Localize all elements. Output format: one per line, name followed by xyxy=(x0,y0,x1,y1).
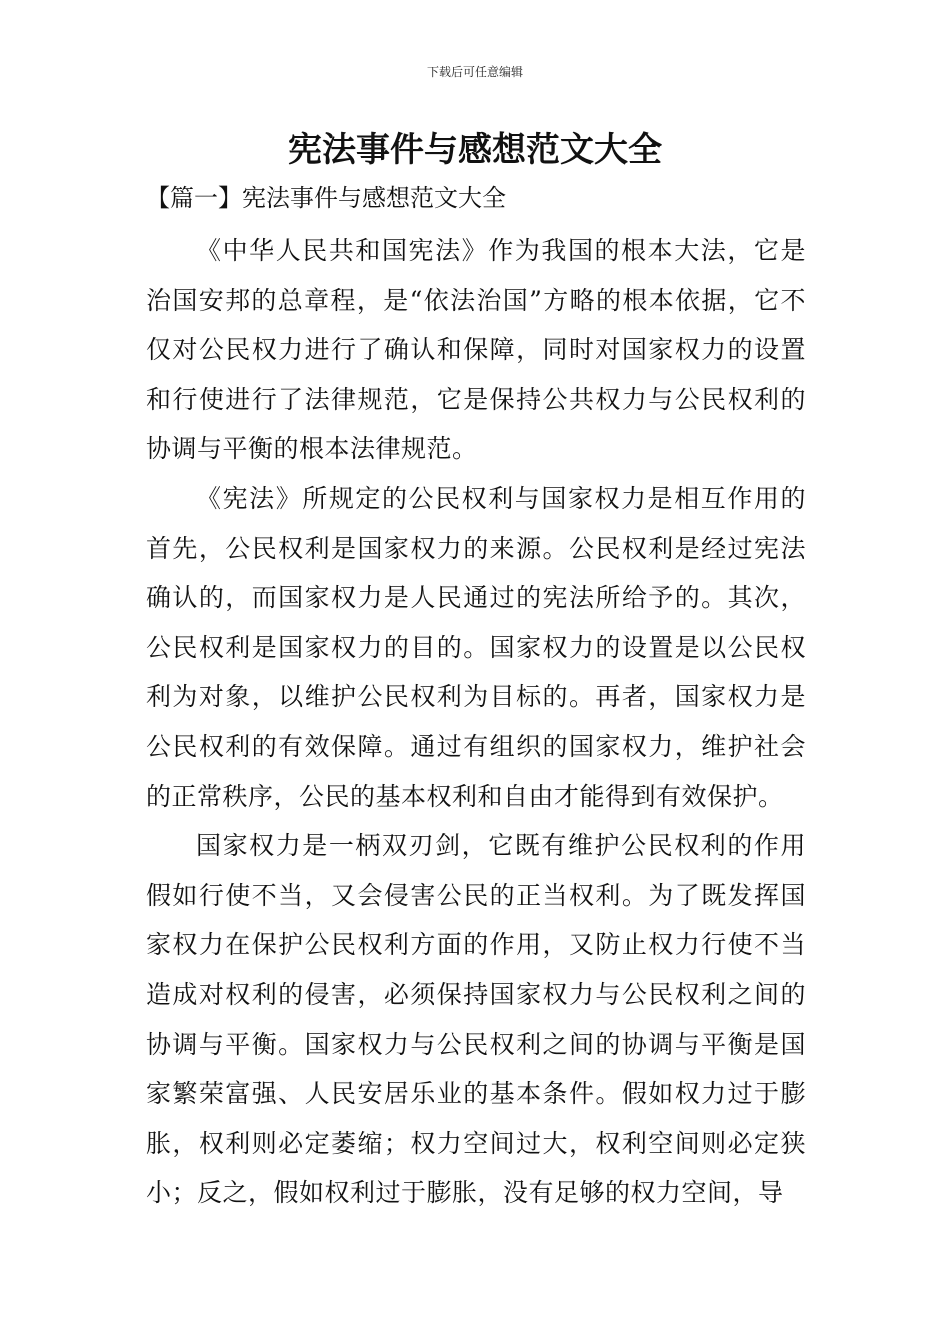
document-title: 宪法事件与感想范文大全 xyxy=(288,130,662,170)
section-heading: 【篇一】宪法事件与感想范文大全 xyxy=(146,184,506,212)
header-note: 下载后可任意编辑 xyxy=(426,65,523,79)
document-body xyxy=(146,226,806,1218)
body-paragraph-3: 国家权力是一柄双刃剑，它既有维护公民权利的作用假如行使不当，又会侵害公民的正当权利。为了既发挥国家权力在保护公民权利方面的作用，又防止权力行使不当造成对权利的侵害，必须保持国家权力与公民权利之间的协调与平衡。国家权力与公民权利之间的协调与平衡是国家繁荣富强、人民安居乐业的基本条件。假如权力过于膨胀，权利则必定萎缩；权力空间过大，权利空间则必定狭小；反之，假如权利过于膨胀，没有足够的权力空间，导 xyxy=(146,831,806,1208)
body-paragraph-1: 《中华人民共和国宪法》作为我国的根本大法，它是治国安邦的总章程，是“依法治国”方略的根本依据，它不仅对公民权力进行了确认和保障，同时对国家权力的设置和行使进行了法律规范，它是保持公共权力与公民权利的协调与平衡的根本法律规范。 xyxy=(146,236,806,464)
body-paragraph-2: 《宪法》所规定的公民权利与国家权力是相互作用的首先，公民权利是国家权力的来源。公民权利是经过宪法确认的，而国家权力是人民通过的宪法所给予的。其次，公民权利是国家权力的目的。国家权力的设置是以公民权利为对象，以维护公民权利为目标的。再者，国家权力是公民权利的有效保障。通过有组织的国家权力，维护社会的正常秩序，公民的基本权利和自由才能得到有效保护。 xyxy=(146,483,806,811)
